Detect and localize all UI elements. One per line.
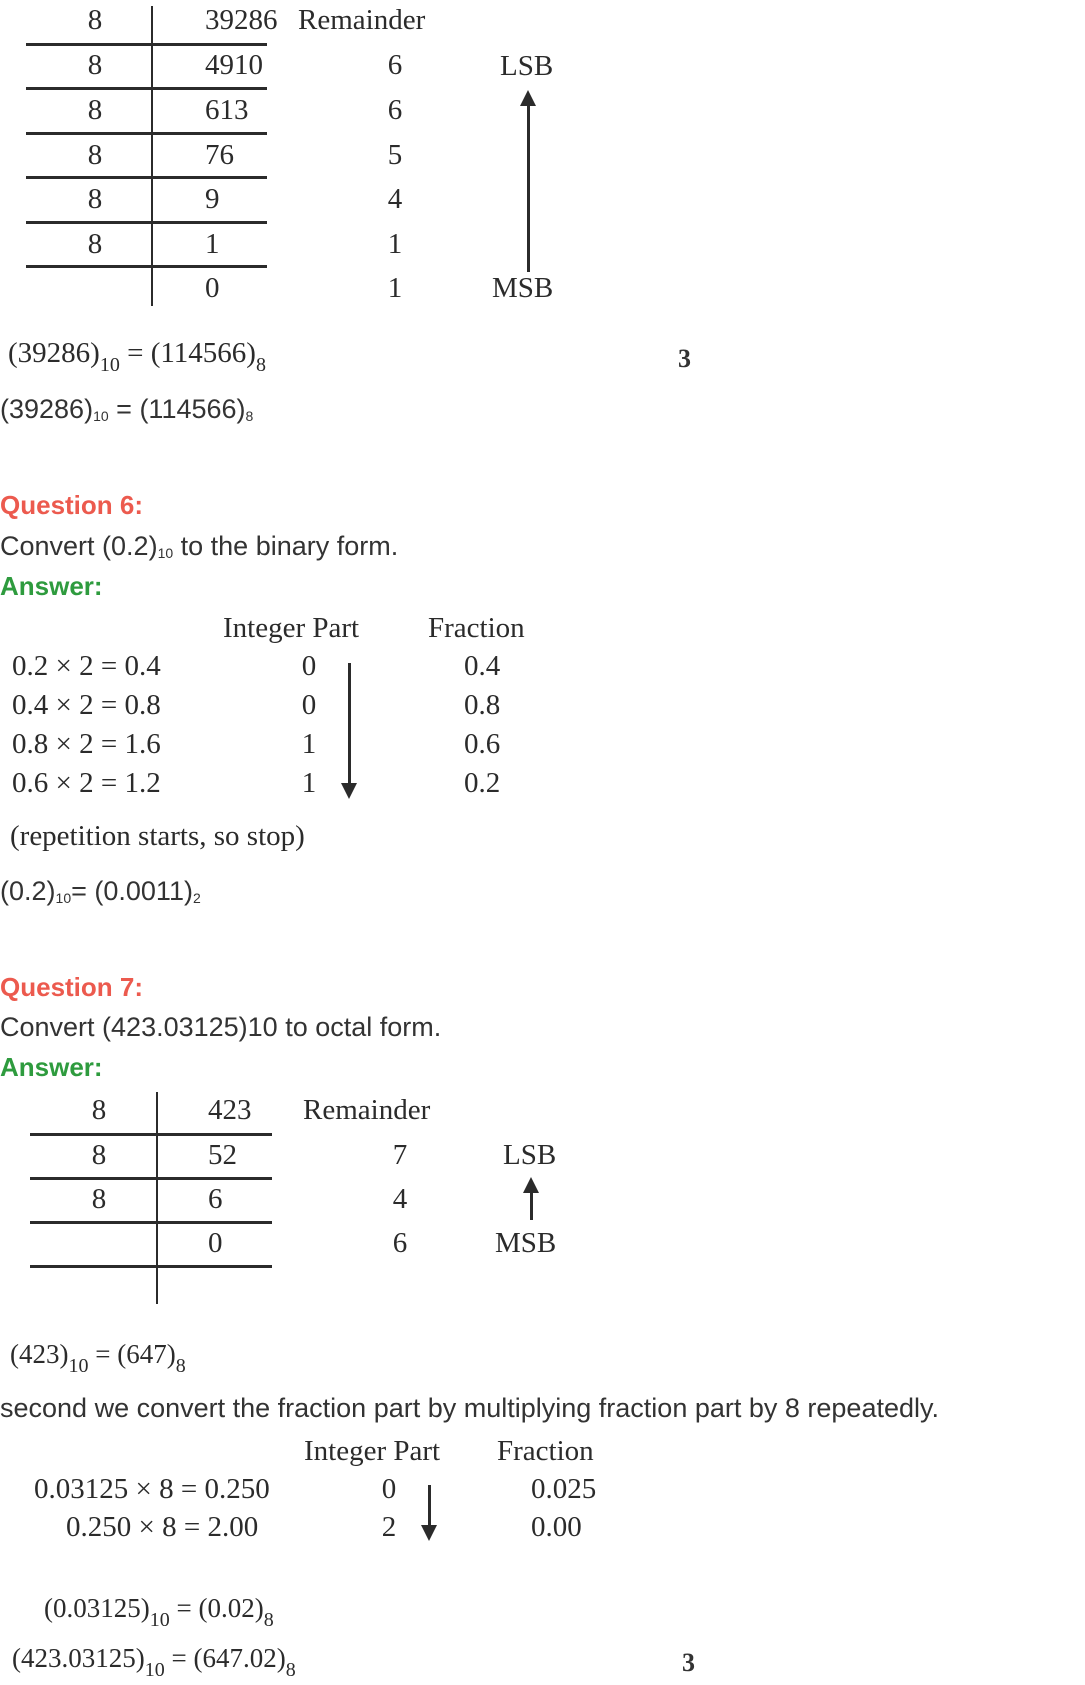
dividend-cell: 9 xyxy=(205,183,220,215)
equals-sign: = xyxy=(108,394,140,424)
dividend-cell: 0 xyxy=(208,1227,223,1259)
divisor-cell: 8 xyxy=(91,1094,107,1126)
equals-sign: = xyxy=(95,1339,111,1369)
equation-rhs-base: 8 xyxy=(285,1659,296,1681)
answer-7-heading: Answer: xyxy=(0,1052,103,1082)
prompt-text-suffix: to the binary form. xyxy=(173,531,399,561)
question-6-prompt xyxy=(0,531,398,562)
equation-rhs: (0.0011) xyxy=(94,876,193,906)
arrow-shaft xyxy=(527,104,530,272)
integer-part-cell: 1 xyxy=(301,728,317,760)
prompt-text: Convert (0.2) xyxy=(0,531,158,561)
remainder-cell: 7 xyxy=(392,1139,408,1171)
multiplication-expr: 0.8 × 2 = 1.6 xyxy=(12,728,161,760)
table-rule xyxy=(26,43,267,46)
multiplication-expr: 0.6 × 2 = 1.2 xyxy=(12,767,161,799)
fraction-header: Fraction xyxy=(497,1435,594,1467)
dividend-cell: 613 xyxy=(205,94,249,126)
equation-rhs: (647.02) xyxy=(193,1643,286,1673)
multiplication-expr: 0.2 × 2 = 0.4 xyxy=(12,650,161,682)
equals-sign: = xyxy=(71,876,95,906)
table-rule xyxy=(30,1265,272,1268)
arrow-down-icon xyxy=(341,783,357,799)
equation-rhs-base: 8 xyxy=(175,1355,186,1377)
repetition-note: (repetition starts, so stop) xyxy=(10,820,305,852)
equals-sign: = xyxy=(171,1643,187,1673)
equation-rhs-base: 8 xyxy=(245,408,254,424)
question-7-heading: Question 7: xyxy=(0,972,144,1002)
result-equation-serif xyxy=(8,337,266,377)
divisor-cell: 8 xyxy=(87,228,103,260)
equation-rhs-base: 8 xyxy=(255,354,266,376)
equation-rhs-base: 2 xyxy=(192,890,201,906)
equation-lhs-base: 10 xyxy=(93,408,109,424)
table-rule xyxy=(30,1133,272,1136)
dividend-cell: 39286 xyxy=(205,4,278,36)
divisor-cell: 8 xyxy=(87,183,103,215)
lsb-label: LSB xyxy=(503,1139,557,1171)
arrow-shaft xyxy=(428,1485,431,1527)
question-6-heading: Question 6: xyxy=(0,490,144,520)
equation-lhs: (39286) xyxy=(8,337,100,369)
equation-rhs: (114566) xyxy=(139,394,246,424)
table-rule xyxy=(26,265,267,268)
integer-part-cell: 0 xyxy=(301,650,317,682)
integer-part-header: Integer Part xyxy=(223,612,360,644)
remainder-cell: 1 xyxy=(387,228,403,260)
equation-lhs: (0.03125) xyxy=(44,1593,150,1623)
fraction-header: Fraction xyxy=(428,612,525,644)
final-result-equation xyxy=(12,1643,296,1682)
remainder-cell: 6 xyxy=(392,1227,408,1259)
dividend-cell: 6 xyxy=(208,1183,223,1215)
remainder-header: Remainder xyxy=(298,4,426,36)
multiplication-expr: 0.03125 × 8 = 0.250 xyxy=(34,1473,270,1505)
lsb-label: LSB xyxy=(500,50,554,82)
table-rule xyxy=(26,87,267,90)
arrow-shaft xyxy=(348,663,351,785)
remainder-cell: 1 xyxy=(387,272,403,304)
integer-part-cell: 2 xyxy=(381,1511,397,1543)
arrow-shaft xyxy=(530,1190,533,1220)
multiplication-expr: 0.250 × 8 = 2.00 xyxy=(66,1511,259,1543)
fraction-cell: 0.00 xyxy=(531,1511,582,1543)
dividend-cell: 0 xyxy=(205,272,220,304)
msb-label: MSB xyxy=(495,1227,557,1259)
result-equation-sans xyxy=(0,394,253,425)
multiplication-expr: 0.4 × 2 = 0.8 xyxy=(12,689,161,721)
divisor-cell: 8 xyxy=(87,4,103,36)
equation-rhs-base: 8 xyxy=(263,1609,274,1631)
table-rule xyxy=(30,1221,272,1224)
arrow-down-icon xyxy=(421,1525,437,1541)
remainder-cell: 5 xyxy=(387,139,403,171)
equation-lhs: (423) xyxy=(10,1339,69,1369)
equation-lhs-base: 10 xyxy=(144,1659,165,1681)
equation-rhs: (0.02) xyxy=(198,1593,264,1623)
remainder-cell: 4 xyxy=(392,1183,408,1215)
fraction-result-equation xyxy=(44,1593,274,1632)
fraction-cell: 0.8 xyxy=(464,689,501,721)
divisor-cell: 8 xyxy=(91,1139,107,1171)
divisor-cell: 8 xyxy=(87,49,103,81)
equation-lhs: (0.2) xyxy=(0,876,56,906)
remainder-cell: 6 xyxy=(387,94,403,126)
fraction-cell: 0.2 xyxy=(464,767,501,799)
table-vertical-divider xyxy=(151,6,153,306)
divisor-cell: 8 xyxy=(87,139,103,171)
fraction-cell: 0.025 xyxy=(531,1473,597,1505)
equation-lhs-base: 10 xyxy=(55,890,72,906)
dividend-cell: 52 xyxy=(208,1139,237,1171)
fraction-cell: 0.6 xyxy=(464,728,501,760)
table-rule xyxy=(26,221,267,224)
equation-lhs-base: 10 xyxy=(99,354,120,376)
equals-sign: = xyxy=(127,337,144,369)
answer-6-heading: Answer: xyxy=(0,571,103,601)
equation-lhs: (39286) xyxy=(0,394,94,424)
integer-part-cell: 1 xyxy=(301,767,317,799)
integer-result-equation xyxy=(10,1339,186,1378)
dividend-cell: 423 xyxy=(208,1094,252,1126)
equation-lhs-base: 10 xyxy=(149,1609,170,1631)
equation-rhs: (114566) xyxy=(150,337,256,369)
table-rule xyxy=(30,1177,272,1180)
remainder-cell: 6 xyxy=(387,49,403,81)
marks-label: 3 xyxy=(682,1648,695,1677)
question-7-prompt: Convert (423.03125)10 to octal form. xyxy=(0,1012,442,1042)
integer-part-cell: 0 xyxy=(301,689,317,721)
equals-sign: = xyxy=(176,1593,192,1623)
marks-label: 3 xyxy=(678,344,691,373)
dividend-cell: 4910 xyxy=(205,49,263,81)
fraction-cell: 0.4 xyxy=(464,650,501,682)
msb-label: MSB xyxy=(492,272,554,304)
divisor-cell: 8 xyxy=(91,1183,107,1215)
table-rule xyxy=(26,132,267,135)
integer-part-header: Integer Part xyxy=(304,1435,441,1467)
equation-lhs: (423.03125) xyxy=(12,1643,145,1673)
equation-lhs-base: 10 xyxy=(68,1355,89,1377)
equation-rhs: (647) xyxy=(117,1339,176,1369)
table-vertical-divider xyxy=(156,1092,158,1304)
fraction-explanation: second we convert the fraction part by multiplying fraction part by 8 repeatedly. xyxy=(0,1393,939,1423)
remainder-header: Remainder xyxy=(303,1094,431,1126)
question-6-result xyxy=(0,876,201,907)
table-rule xyxy=(26,176,267,179)
divisor-cell: 8 xyxy=(87,94,103,126)
integer-part-cell: 0 xyxy=(381,1473,397,1505)
dividend-cell: 76 xyxy=(205,139,234,171)
prompt-base: 10 xyxy=(157,545,174,561)
remainder-cell: 4 xyxy=(387,183,403,215)
dividend-cell: 1 xyxy=(205,228,220,260)
